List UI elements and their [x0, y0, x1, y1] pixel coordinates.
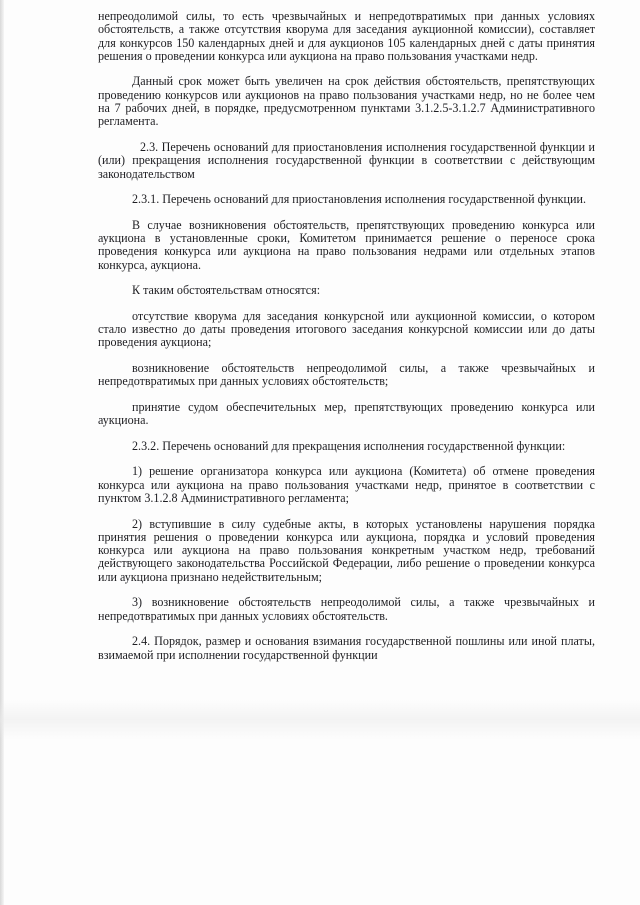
subsection-heading-2-3-2: 2.3.2. Перечень оснований для прекращения исполнения государственной функции:: [132, 438, 566, 453]
list-item-court-measures: принятие судом обеспечительных мер, препятствующих проведению конкурса или аукциона.: [98, 399, 595, 428]
paragraph-circumstances-intro: К таким обстоятельствам относятся:: [132, 283, 321, 298]
list-item-1-cancellation: 1) решение организатора конкурса или аукциона (Комитета) об отмене проведения конкурса или аукциона на право пользования участками недр, принятое в соответствии с пунктом 3.1.2.8 Административного регламента;: [98, 464, 595, 505]
subsection-heading-2-3-1: 2.3.1. Перечень оснований для приостановления исполнения государственной функции.: [132, 192, 586, 207]
paragraph-term-extension: Данный срок может быть увеличен на срок действия обстоятельств, препятствующих проведению конкурсов или аукционов на право пользования участками недр, но не более чем на 7 рабочих дней, в порядке, предусмотренном пунктами 3.1.2.5-3.1.2.7 Административного регламента.: [98, 74, 595, 129]
paragraph-continuation: непреодолимой силы, то есть чрезвычайных и непредотвратимых при данных условиях обстоятельств, а также отсутствия кворума для заседания аукционной комиссии), составляет для конкурсов 150 календарных дней и для аукционов 105 календарных дней с даты принятия решения о проведении конкурса или аукциона на право пользования участками недр.: [98, 9, 595, 63]
list-item-3-force-majeure: 3) возникновение обстоятельств непреодолимой силы, а также чрезвычайных и непредотвратимых при данных условиях обстоятельств.: [98, 595, 595, 623]
section-heading-2-3: 2.3. Перечень оснований для приостановления исполнения государственной функции и (или) прекращения исполнения государственной функции в соответствии с действующим законодательством: [98, 139, 595, 181]
list-item-2-court-acts: 2) вступившие в силу судебные акты, в которых установлены нарушения порядка принятия решения о проведении конкурса или аукциона, порядка и условий проведения конкурса или аукциона на право пользования конкретным участком недр, требований действующего законодательства Российской Федерации, либо решение о проведении конкурса или аукциона признано недействительным;: [98, 516, 595, 584]
list-item-no-quorum: отсутствие кворума для заседания конкурсной или аукционной комиссии, о котором стало известно до даты проведения итогового заседания конкурсной комиссии или до даты проведения аукциона;: [98, 308, 595, 350]
list-item-force-majeure: возникновение обстоятельств непреодолимой силы, а также чрезвычайных и непредотвратимых при данных условиях обстоятельств;: [98, 361, 595, 389]
paragraph-postponement: В случае возникновения обстоятельств, препятствующих проведению конкурса или аукциона в установленные сроки, Комитетом принимается решение о переносе срока проведения конкурса или аукциона на право пользования недрами или отдельных этапов конкурса, аукциона.: [98, 217, 595, 272]
document-body: [98, 10, 595, 662]
section-heading-2-4: 2.4. Порядок, размер и основания взимания государственной пошлины или иной платы, взимаемой при исполнении государственной функции: [98, 634, 595, 662]
scan-shade-band: [0, 700, 640, 740]
scan-left-edge: [0, 0, 4, 905]
